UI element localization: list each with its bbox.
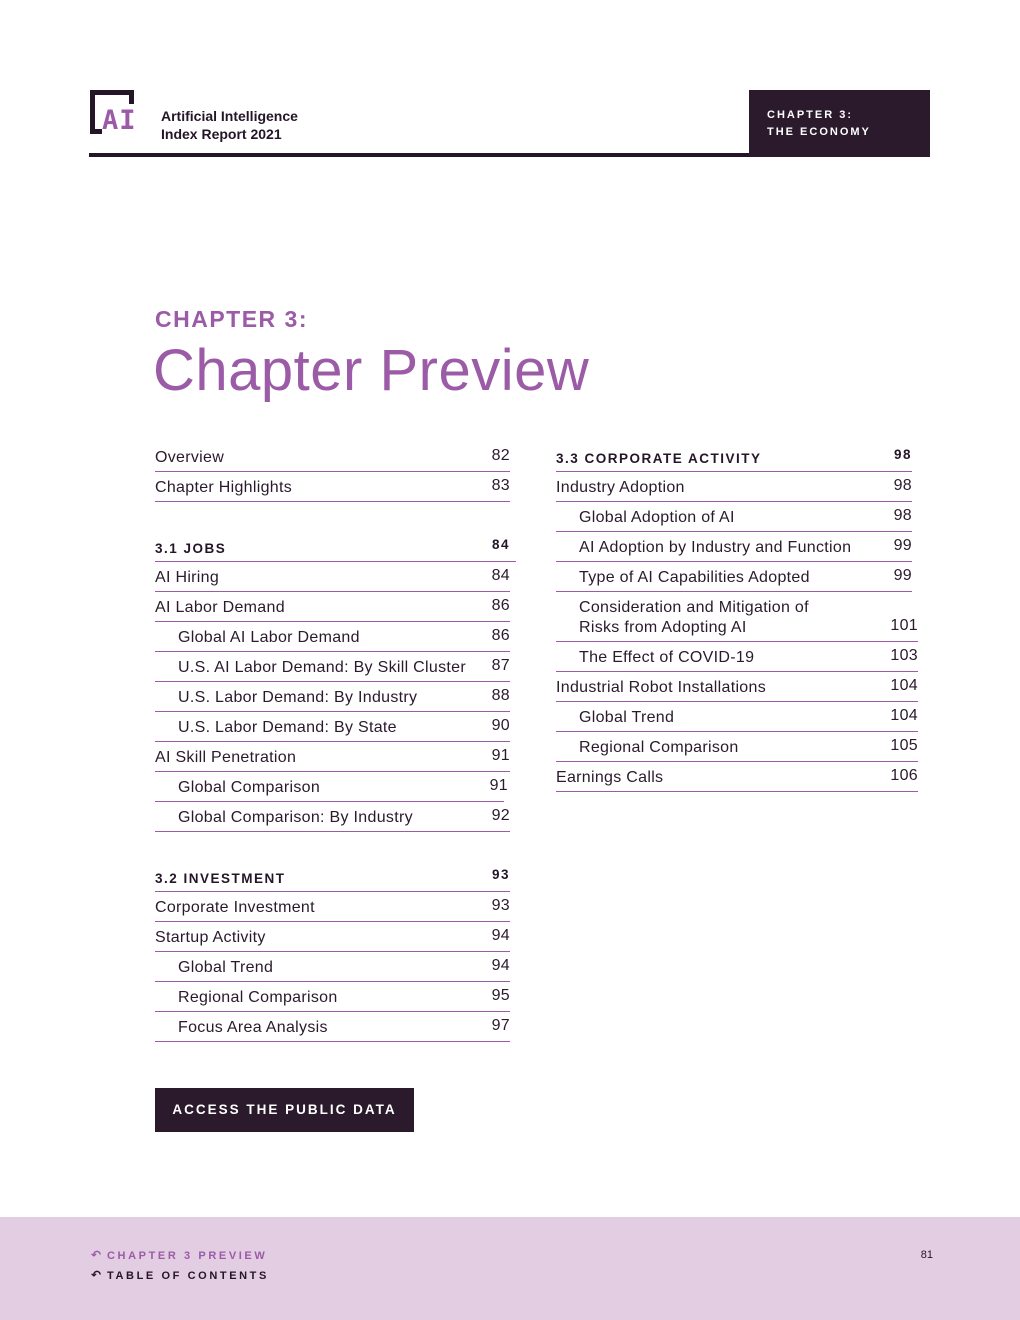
- toc-item-global-ai-labor-demand[interactable]: [155, 622, 510, 652]
- toc-item-adoption-by-industry[interactable]: [556, 532, 912, 562]
- toc-item-page: 106: [890, 767, 918, 784]
- toc-item-page: 104: [890, 707, 918, 724]
- toc-item-robot-installations[interactable]: [556, 672, 918, 702]
- toc-item-label: Overview: [155, 449, 225, 466]
- report-title: [161, 107, 298, 143]
- toc-item-robot-regional-comparison[interactable]: [556, 732, 918, 762]
- toc-item-page: 97: [491, 1017, 510, 1034]
- toc-section-page: 93: [491, 867, 510, 882]
- toc-item-label-line2: Risks from Adopting AI: [579, 619, 747, 636]
- toc-item-page: 82: [491, 447, 510, 464]
- table-of-contents-label: TABLE OF CONTENTS: [107, 1270, 269, 1282]
- ai-index-logo: [90, 90, 146, 138]
- toc-item-risk-mitigation[interactable]: [556, 592, 918, 642]
- toc-item-global-comparison-industry[interactable]: [155, 802, 510, 832]
- toc-item-page: 104: [890, 677, 918, 694]
- toc-item-label: Industry Adoption: [556, 479, 685, 496]
- toc-item-label: Chapter Highlights: [155, 479, 293, 496]
- toc-item-label: Global Comparison: [178, 779, 321, 796]
- toc-item-page: 94: [491, 927, 510, 944]
- toc-item-label: AI Skill Penetration: [155, 749, 297, 766]
- logo-text: AI: [102, 105, 137, 136]
- toc-item-corporate-investment[interactable]: [155, 892, 510, 922]
- chapter-tab-line1: CHAPTER 3:: [767, 109, 854, 121]
- chapter-preview-link[interactable]: [91, 1248, 267, 1262]
- toc-item-label: Corporate Investment: [155, 899, 315, 916]
- toc-left-column: [155, 442, 510, 1042]
- toc-item-page: 105: [890, 737, 918, 754]
- toc-item-label: Global Trend: [178, 959, 274, 976]
- table-of-contents-link[interactable]: [91, 1268, 269, 1282]
- toc-item-label: The Effect of COVID-19: [579, 649, 755, 666]
- page-number: 81: [920, 1249, 933, 1261]
- toc-item-us-labor-skill-cluster[interactable]: [155, 652, 510, 682]
- toc-section-label: 3.3 CORPORATE ACTIVITY: [556, 451, 762, 466]
- toc-item-industry-adoption[interactable]: [556, 472, 912, 502]
- toc-item-label: U.S. Labor Demand: By Industry: [178, 689, 418, 706]
- chapter-label: CHAPTER 3:: [155, 306, 309, 332]
- toc-section-page: 84: [491, 537, 510, 552]
- toc-item-label: Regional Comparison: [579, 739, 739, 756]
- return-arrow-icon: ↶: [91, 1268, 102, 1282]
- toc-item-label: AI Labor Demand: [155, 599, 285, 616]
- toc-item-page: 86: [491, 627, 510, 644]
- toc-item-label: [579, 598, 809, 638]
- toc-item-page: 103: [890, 647, 918, 664]
- toc-item-label: Global AI Labor Demand: [178, 629, 360, 646]
- toc-item-ai-labor-demand[interactable]: [155, 592, 510, 622]
- chapter-tab-line2: THE ECONOMY: [767, 126, 871, 138]
- toc-item-robot-global-trend[interactable]: [556, 702, 918, 732]
- toc-section-investment[interactable]: [155, 862, 510, 892]
- toc-item-startup-regional-comparison[interactable]: [155, 982, 510, 1012]
- toc-item-page: 92: [491, 807, 510, 824]
- toc-item-page: 91: [489, 777, 508, 794]
- report-title-line1: Artificial Intelligence: [161, 108, 298, 124]
- toc-item-page: 94: [491, 957, 510, 974]
- toc-item-page: 88: [491, 687, 510, 704]
- page-title: Chapter Preview: [153, 338, 590, 403]
- toc-item-overview[interactable]: [155, 442, 510, 472]
- toc-section-corporate-activity[interactable]: [556, 442, 912, 472]
- toc-item-page: 99: [893, 567, 912, 584]
- toc-item-global-comparison[interactable]: [155, 772, 508, 802]
- toc-item-page: 91: [491, 747, 510, 764]
- toc-section-label: 3.2 INVESTMENT: [155, 871, 286, 886]
- toc-item-label: AI Hiring: [155, 569, 220, 586]
- toc-item-page: 83: [491, 477, 510, 494]
- toc-item-startup-global-trend[interactable]: [155, 952, 510, 982]
- toc-item-focus-area-analysis[interactable]: [155, 1012, 510, 1042]
- access-public-data-button[interactable]: ACCESS THE PUBLIC DATA: [155, 1088, 414, 1132]
- logo-frame-foot: [90, 129, 102, 134]
- toc-section-label: 3.1 JOBS: [155, 541, 227, 556]
- toc-item-label: Regional Comparison: [178, 989, 338, 1006]
- toc-item-capabilities-adopted[interactable]: [556, 562, 912, 592]
- toc-item-label: U.S. AI Labor Demand: By Skill Cluster: [178, 659, 466, 676]
- toc-item-label: Earnings Calls: [556, 769, 664, 786]
- toc-item-label-line1: Consideration and Mitigation of: [579, 599, 809, 616]
- toc-item-label: Global Adoption of AI: [579, 509, 735, 526]
- toc-item-page: 95: [491, 987, 510, 1004]
- toc-item-page: 87: [491, 657, 510, 674]
- toc-item-page: 84: [491, 567, 510, 584]
- chapter-tab: [749, 90, 930, 157]
- toc-item-earnings-calls[interactable]: [556, 762, 918, 792]
- logo-frame-corner: [129, 90, 134, 104]
- toc-item-label: Type of AI Capabilities Adopted: [579, 569, 810, 586]
- return-arrow-icon: ↶: [91, 1248, 102, 1262]
- toc-item-label: Industrial Robot Installations: [556, 679, 766, 696]
- toc-right-column: [556, 442, 918, 792]
- toc-item-page: 90: [491, 717, 510, 734]
- toc-item-global-adoption[interactable]: [556, 502, 912, 532]
- toc-item-ai-skill-penetration[interactable]: [155, 742, 510, 772]
- toc-item-label: AI Adoption by Industry and Function: [579, 539, 852, 556]
- toc-item-label: Focus Area Analysis: [178, 1019, 328, 1036]
- toc-item-label: Global Comparison: By Industry: [178, 809, 413, 826]
- toc-item-us-labor-state[interactable]: [155, 712, 510, 742]
- toc-item-page: 101: [890, 617, 918, 634]
- toc-item-label: Startup Activity: [155, 929, 266, 946]
- toc-item-ai-hiring[interactable]: [155, 562, 510, 592]
- toc-item-page: 93: [491, 897, 510, 914]
- toc-item-startup-activity[interactable]: [155, 922, 510, 952]
- toc-item-chapter-highlights[interactable]: [155, 472, 510, 502]
- footer: [0, 1217, 1020, 1320]
- toc-item-covid-effect[interactable]: [556, 642, 918, 672]
- toc-item-page: 98: [893, 507, 912, 524]
- header-rule: [89, 153, 751, 157]
- toc-section-page: 98: [893, 447, 912, 462]
- toc-item-label: U.S. Labor Demand: By State: [178, 719, 397, 736]
- toc-item-page: 99: [893, 537, 912, 554]
- toc-item-label: Global Trend: [579, 709, 675, 726]
- report-title-line2: Index Report 2021: [161, 126, 282, 142]
- chapter-preview-label: CHAPTER 3 PREVIEW: [107, 1250, 268, 1262]
- toc-item-page: 86: [491, 597, 510, 614]
- toc-item-page: 98: [893, 477, 912, 494]
- toc-item-us-labor-industry[interactable]: [155, 682, 510, 712]
- toc-section-jobs[interactable]: [155, 532, 516, 562]
